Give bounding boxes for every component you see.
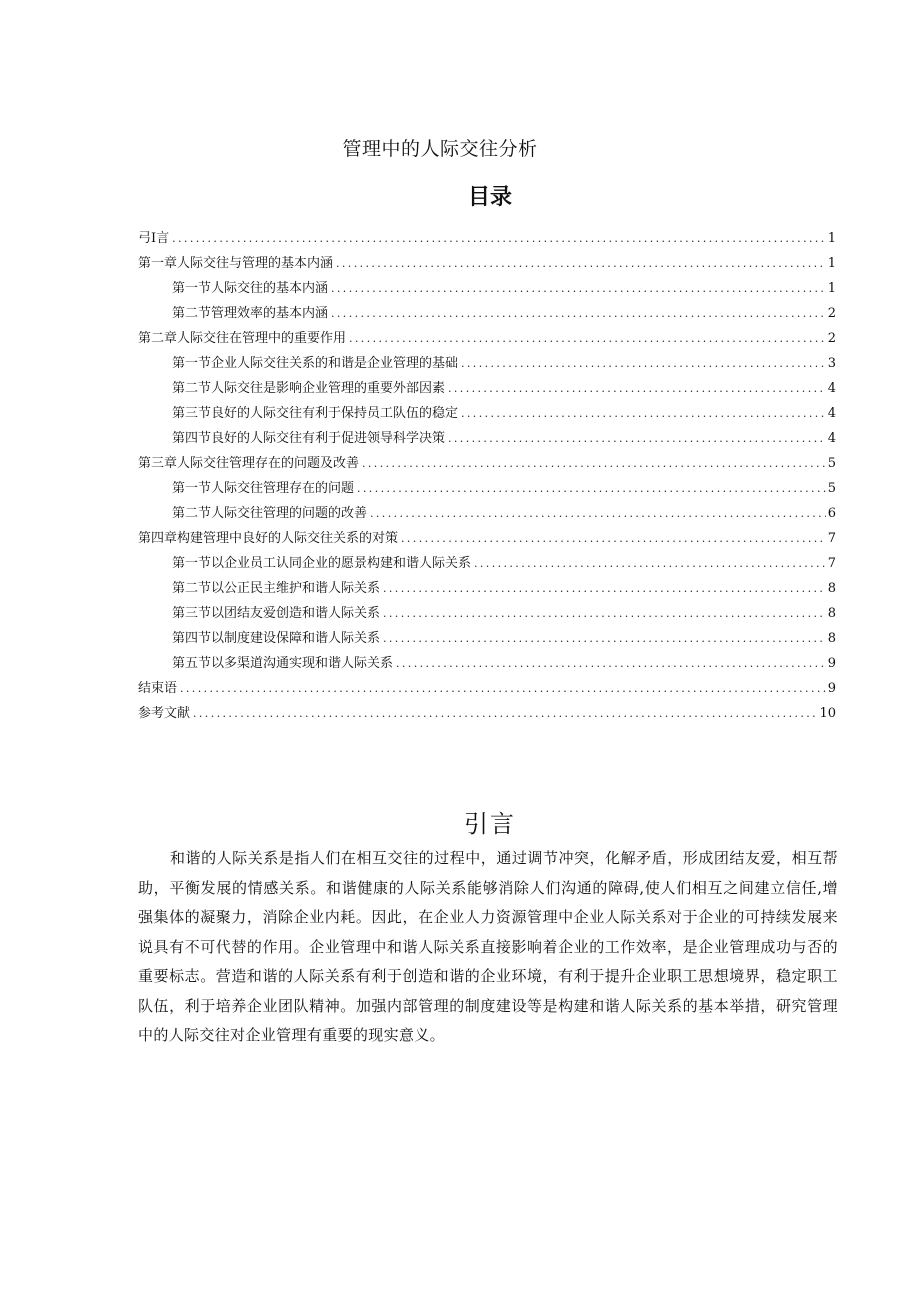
toc-entry[interactable] xyxy=(138,451,836,476)
toc-entry[interactable] xyxy=(138,526,836,551)
toc-dot-leader xyxy=(383,576,826,601)
document-title: 管理中的人际交往分析 xyxy=(342,138,538,160)
toc-entry[interactable] xyxy=(138,426,836,451)
toc-entry-page-number: 4 xyxy=(827,406,836,421)
toc-dot-leader xyxy=(461,351,826,376)
toc-entry-page-number: 4 xyxy=(827,431,836,446)
toc-entry[interactable] xyxy=(138,376,836,401)
toc-dot-leader xyxy=(448,376,826,401)
toc-entry-page-number: 1 xyxy=(827,256,836,271)
toc-entry[interactable] xyxy=(138,326,836,351)
toc-dot-leader xyxy=(331,276,826,301)
toc-entry-title: 第一章人际交往与管理的基本内涵 xyxy=(138,256,334,271)
toc-dot-leader xyxy=(180,676,826,701)
toc-entry-page-number: 1 xyxy=(827,231,836,246)
toc-entry[interactable] xyxy=(138,301,836,326)
toc-dot-leader xyxy=(474,551,826,576)
toc-entry-page-number: 10 xyxy=(819,706,836,721)
toc-entry-title: 第五节以多渠道沟通实现和谐人际关系 xyxy=(172,656,394,671)
toc-dot-leader xyxy=(172,226,826,251)
toc-entry[interactable] xyxy=(138,251,836,276)
toc-entry[interactable] xyxy=(138,551,836,576)
toc-entry[interactable] xyxy=(138,701,836,726)
toc-entry[interactable] xyxy=(138,626,836,651)
toc-dot-leader xyxy=(349,326,826,351)
toc-entry-title: 第二章人际交往在管理中的重要作用 xyxy=(138,331,347,346)
toc-entry[interactable] xyxy=(138,576,836,601)
toc-entry-title: 第一节人际交往的基本内涵 xyxy=(172,281,329,296)
introduction-heading: 引言 xyxy=(464,810,516,838)
toc-entry-page-number: 8 xyxy=(827,581,836,596)
toc-entry-page-number: 8 xyxy=(827,606,836,621)
toc-entry[interactable] xyxy=(138,401,836,426)
toc-entry-page-number: 8 xyxy=(827,631,836,646)
toc-entry-title: 第二节以公正民主维护和谐人际关系 xyxy=(172,581,381,596)
toc-entry-title: 第四章构建管理中良好的人际交往关系的对策 xyxy=(138,531,399,546)
toc-dot-leader xyxy=(396,651,826,676)
toc-entry-page-number: 6 xyxy=(827,506,836,521)
toc-entry-title: 第一节企业人际交往关系的和谐是企业管理的基础 xyxy=(172,356,459,371)
toc-entry[interactable] xyxy=(138,276,836,301)
toc-entry-page-number: 3 xyxy=(827,356,836,371)
toc-dot-leader xyxy=(383,626,826,651)
toc-dot-leader xyxy=(401,526,826,551)
toc-dot-leader xyxy=(461,401,826,426)
toc-dot-leader xyxy=(383,601,826,626)
toc-entry-title: 第三节良好的人际交往有利于保持员工队伍的稳定 xyxy=(172,406,459,421)
toc-entry-page-number: 9 xyxy=(827,656,836,671)
toc-entry-page-number: 5 xyxy=(827,456,836,471)
toc-entry-title: 第四节以制度建设保障和谐人际关系 xyxy=(172,631,381,646)
toc-dot-leader xyxy=(336,251,826,276)
toc-entry-title: 第一节人际交往管理存在的问题 xyxy=(172,481,355,496)
toc-entry-page-number: 7 xyxy=(827,556,836,571)
toc-entry[interactable] xyxy=(138,601,836,626)
toc-entry-title: 弓I言 xyxy=(138,231,170,246)
toc-dot-leader xyxy=(362,451,826,476)
toc-dot-leader xyxy=(448,426,826,451)
toc-entry-title: 第四节良好的人际交往有利于促进领导科学决策 xyxy=(172,431,446,446)
toc-dot-leader xyxy=(331,301,826,326)
toc-entry-title: 参考文献 xyxy=(138,706,191,721)
toc-entry-page-number: 2 xyxy=(827,306,836,321)
toc-entry-title: 第二节人际交往是影响企业管理的重要外部因素 xyxy=(172,381,446,396)
toc-dot-leader xyxy=(357,476,826,501)
toc-entry[interactable] xyxy=(138,351,836,376)
toc-dot-leader xyxy=(370,501,826,526)
toc-entry[interactable] xyxy=(138,651,836,676)
toc-entry-page-number: 1 xyxy=(827,281,836,296)
toc-entry[interactable] xyxy=(138,676,836,701)
table-of-contents xyxy=(138,226,836,726)
toc-entry-title: 第一节以企业员工认同企业的愿景构建和谐人际关系 xyxy=(172,556,472,571)
toc-entry-page-number: 4 xyxy=(827,381,836,396)
toc-entry-page-number: 2 xyxy=(827,331,836,346)
toc-entry-title: 结束语 xyxy=(138,681,178,696)
toc-entry[interactable] xyxy=(138,501,836,526)
toc-entry-title: 第三节以团结友爱创造和谐人际关系 xyxy=(172,606,381,621)
toc-entry-page-number: 9 xyxy=(827,681,836,696)
toc-entry[interactable] xyxy=(138,476,836,501)
toc-entry-page-number: 7 xyxy=(827,531,836,546)
introduction-paragraph: 和谐的人际关系是指人们在相互交往的过程中，通过调节冲突，化解矛盾，形成团结友爱，相互帮助，平衡发展的情感关系。和谐健康的人际关系能够消除人们沟通的障碍,使人们相互之间建立信任,增强集体的凝聚力，消除企业内耗。因此，在企业人力资源管理中企业人际关系对于企业的可持续发展来说具有不可代替的作用。企业管理中和谐人际关系直接影响着企业的工作效率，是企业管理成功与否的重要标志。营造和谐的人际关系有利于创造和谐的企业环境，有利于提升企业职工思想境界，稳定职工队伍，利于培养企业团队精神。加强内部管理的制度建设等是构建和谐人际关系的基本举措，研究管理中的人际交往对企业管理有重要的现实意义。 xyxy=(138,849,838,1044)
toc-heading: 目录 xyxy=(467,185,512,210)
toc-entry-title: 第三章人际交往管理存在的问题及改善 xyxy=(138,456,360,471)
toc-dot-leader xyxy=(193,701,817,726)
toc-entry-page-number: 5 xyxy=(827,481,836,496)
toc-entry-title: 第二节管理效率的基本内涵 xyxy=(172,306,329,321)
toc-entry-title: 第二节人际交往管理的问题的改善 xyxy=(172,506,368,521)
toc-entry[interactable] xyxy=(138,226,836,251)
